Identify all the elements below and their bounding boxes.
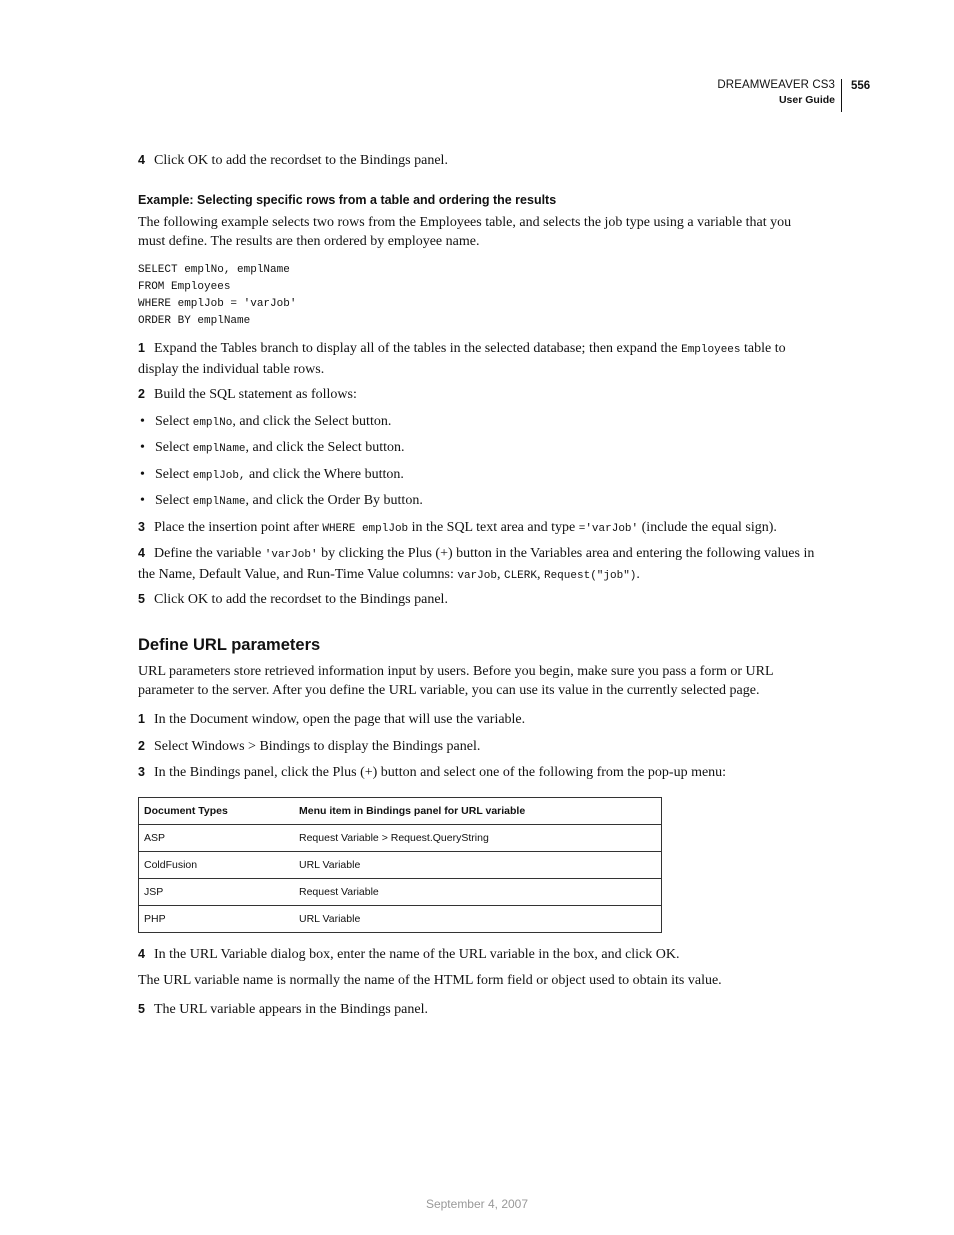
bullet-item [138,438,818,459]
url-variable-table [138,797,662,933]
step-text: Select Windows > Bindings to display the Bindings panel. [154,739,481,754]
step-text: by clicking the Plus (+) button in the Variables area and entering the following values in the Name, Default Value, and Run-Time Value columns: [138,546,815,582]
url-step-1 [138,710,818,729]
example-intro: The following example selects two rows from the Employees table, and selects the job type using a variable that you must define. The results are then ordered by employee name. [138,215,792,249]
inline-code: emplJob, [192,470,246,482]
product-name: DREAMWEAVER CS3 [717,79,835,91]
column-header: Menu item in Bindings panel for URL variable [294,798,662,825]
bullet-icon: • [140,493,145,508]
table-cell: ASP [139,825,295,852]
bullet-text: Select [155,467,193,482]
step-number: 4 [138,546,145,560]
step-text: In the Bindings panel, click the Plus (+) button and select one of the following from the pop-up menu: [154,765,727,780]
step-text: , [536,567,544,582]
inline-code: emplNo [192,417,233,429]
step-2-build-sql [138,385,818,404]
code-line: FROM Employees [138,281,231,293]
step-1-expand-tables [138,339,818,379]
table-row [139,825,662,852]
url-step-4 [138,945,818,964]
guide-title: User Guide [778,94,835,106]
bullet-text: and click the Where button. [245,467,404,482]
bullet-text: , and click the Order By button. [245,493,423,508]
step-text: Define the variable [154,546,265,561]
step-number: 1 [138,712,145,726]
url-step-5 [138,1000,818,1019]
step-number: 2 [138,387,145,401]
step-text: In the Document window, open the page that will use the variable. [154,712,526,727]
url-step-3 [138,763,818,782]
step-text: In the URL Variable dialog box, enter the name of the URL variable in the box, and click OK. [154,947,680,962]
table-cell: URL Variable [294,906,662,933]
bullet-icon: • [140,440,145,455]
table-row [139,852,662,879]
bullet-text: Select [155,493,193,508]
table-cell: Request Variable > Request.QueryString [294,825,662,852]
url-variable-note: The URL variable name is normally the name of the HTML form field or object used to obtain its value. [138,973,722,988]
step-4-add-recordset [138,151,818,170]
bullet-text: Select [155,440,193,455]
step-number: 3 [138,520,145,534]
inline-code: ='varJob' [578,523,639,535]
column-header: Document Types [139,798,295,825]
inline-code: CLERK [503,570,537,582]
bullet-icon: • [140,467,145,482]
step-text: Expand the Tables branch to display all of the tables in the selected database; then expand the [154,341,682,356]
step-number: 4 [138,947,145,961]
inline-code: Employees [681,344,741,356]
page-number: 556 [851,80,871,92]
step-number: 2 [138,739,145,753]
step-number: 5 [138,592,145,606]
code-line: SELECT emplNo, emplName [138,264,290,276]
table-cell: JSP [139,879,295,906]
footer-date: September 4, 2007 [425,1197,529,1211]
inline-code: varJob [457,570,497,582]
bullet-text: , and click the Select button. [232,414,392,429]
table-header-row [139,798,662,825]
bullet-item [138,412,818,433]
inline-code: 'varJob' [264,549,318,561]
url-step-2 [138,737,818,756]
step-3-insertion-point [138,518,818,539]
step-number: 5 [138,1002,145,1016]
table-cell: Request Variable [294,879,662,906]
bullet-text: , and click the Select button. [245,440,405,455]
step-number: 1 [138,341,145,355]
step-4-define-variable [138,544,818,586]
step-number: 4 [138,153,145,167]
step-text: (include the equal sign). [638,520,777,535]
url-section-intro: URL parameters store retrieved information input by users. Before you begin, make sure you pass a form or URL parameter to the server. After you define the URL variable, you can use its value in the currently selected page. [138,664,774,698]
step-number: 3 [138,765,145,779]
example-title: Example: Selecting specific rows from a table and ordering the results [138,193,557,207]
step-5-add-recordset [138,590,818,609]
step-text: . [636,567,640,582]
step-text: table to display the individual table rows. [138,341,786,377]
step-text: Click OK to add the recordset to the Bindings panel. [154,153,448,168]
inline-code: WHERE emplJob [322,523,409,535]
step-text: Click OK to add the recordset to the Bindings panel. [154,592,448,607]
table-cell: URL Variable [294,852,662,879]
table-row [139,906,662,933]
step-text: , [496,567,504,582]
inline-code: Request("job") [543,570,637,582]
inline-code: emplName [192,496,246,508]
step-text: in the SQL text area and type [408,520,579,535]
table-row [139,879,662,906]
code-line: WHERE emplJob = 'varJob' [138,298,297,310]
sql-code-block [138,262,296,330]
inline-code: emplName [192,443,246,455]
step-text: Place the insertion point after [154,520,323,535]
bullet-text: Select [155,414,193,429]
step-text: The URL variable appears in the Bindings panel. [154,1002,428,1017]
code-line: ORDER BY emplName [138,315,251,327]
section-heading: Define URL parameters [138,636,321,654]
bullet-item [138,465,818,486]
bullet-item [138,491,818,512]
table-cell: PHP [139,906,295,933]
table-cell: ColdFusion [139,852,295,879]
step-text: Build the SQL statement as follows: [154,387,357,402]
running-header [717,79,842,112]
bullet-icon: • [140,414,145,429]
